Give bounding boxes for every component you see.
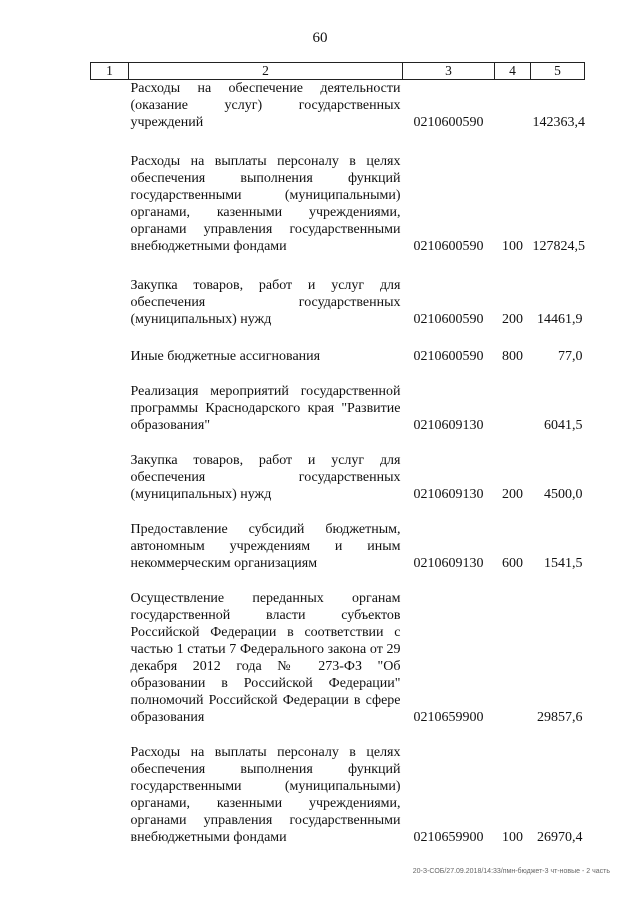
row-gap bbox=[91, 131, 585, 153]
row-target-code: 0210659900 bbox=[413, 830, 484, 845]
row-target-code: 0210600590 bbox=[413, 115, 484, 130]
row-number-cell bbox=[91, 590, 129, 726]
row-target-code: 0210600590 bbox=[413, 349, 484, 364]
row-amount: 127824,5 bbox=[532, 239, 585, 254]
row-amount: 1541,5 bbox=[544, 556, 583, 571]
row-description: Закупка товаров, работ и услуг для обеспечения государственных (муниципальных) нужд bbox=[130, 453, 401, 502]
column-header-3: 3 bbox=[403, 63, 495, 80]
table-row bbox=[91, 383, 585, 434]
row-description: Расходы на выплаты персоналу в целях обеспечения выполнения функций государственными (муниципальными) органами, казенными учреждениями, органами управления государственными внебюджетными фондами bbox=[130, 154, 401, 254]
row-gap bbox=[91, 255, 585, 277]
table-row bbox=[91, 521, 585, 572]
row-expense-type bbox=[495, 383, 531, 434]
row-expense-type: 600 bbox=[502, 556, 523, 571]
column-header-2: 2 bbox=[129, 63, 403, 80]
row-number-cell bbox=[91, 521, 129, 572]
row-number-cell bbox=[91, 744, 129, 846]
header-row bbox=[91, 63, 585, 80]
row-expense-type bbox=[495, 590, 531, 726]
row-description: Расходы на обеспечение деятельности (оказание услуг) государственных учреждений bbox=[130, 81, 401, 130]
table-header bbox=[91, 63, 585, 80]
row-target-code: 0210609130 bbox=[413, 418, 484, 433]
row-amount: 14461,9 bbox=[537, 312, 583, 327]
row-description: Реализация мероприятий государственной программы Краснодарского края "Развитие образования" bbox=[130, 384, 401, 433]
row-number-cell bbox=[91, 80, 129, 132]
row-target-code: 0210609130 bbox=[413, 556, 484, 571]
row-gap bbox=[91, 328, 585, 348]
row-number-cell bbox=[91, 452, 129, 503]
row-amount: 29857,6 bbox=[537, 710, 583, 725]
footer-stamp: 20-З-СОБ/27.09.2018/14:33/пмн-бюджет-3 чт-новые - 2 часть bbox=[412, 868, 610, 875]
column-header-4: 4 bbox=[495, 63, 531, 80]
row-gap bbox=[91, 434, 585, 452]
budget-table bbox=[90, 62, 585, 846]
row-target-code: 0210600590 bbox=[413, 239, 484, 254]
row-gap bbox=[91, 572, 585, 590]
row-number-cell bbox=[91, 277, 129, 328]
column-header-1: 1 bbox=[91, 63, 129, 80]
page-number: 60 bbox=[312, 30, 328, 46]
row-number-cell bbox=[91, 153, 129, 255]
row-expense-type bbox=[495, 80, 531, 132]
row-expense-type: 800 bbox=[502, 349, 523, 364]
table-row bbox=[91, 277, 585, 328]
row-expense-type: 200 bbox=[502, 487, 523, 502]
row-gap bbox=[91, 726, 585, 744]
row-amount: 142363,4 bbox=[532, 115, 585, 130]
row-amount: 77,0 bbox=[558, 349, 583, 364]
row-number-cell bbox=[91, 383, 129, 434]
row-target-code: 0210659900 bbox=[413, 710, 484, 725]
row-expense-type: 100 bbox=[502, 830, 523, 845]
row-gap bbox=[91, 365, 585, 383]
table-row bbox=[91, 590, 585, 726]
table-body bbox=[91, 80, 585, 847]
row-number-cell bbox=[91, 348, 129, 365]
table-row bbox=[91, 452, 585, 503]
row-amount: 26970,4 bbox=[537, 830, 583, 845]
row-amount: 4500,0 bbox=[544, 487, 583, 502]
row-target-code: 0210609130 bbox=[413, 487, 484, 502]
row-target-code: 0210600590 bbox=[413, 312, 484, 327]
row-description: Осуществление переданных органам государственной власти субъектов Российской Федерации в соответствии с частью 1 статьи 7 Федерального закона от 29 декабря 2012 года № 273-ФЗ "Об образовании в Российской Федерации" полномочий Российской Федерации в сфере образования bbox=[130, 591, 401, 725]
table-row bbox=[91, 153, 585, 255]
row-expense-type: 100 bbox=[502, 239, 523, 254]
row-description: Закупка товаров, работ и услуг для обеспечения государственных (муниципальных) нужд bbox=[130, 278, 401, 327]
row-expense-type: 200 bbox=[502, 312, 523, 327]
row-description: Предоставление субсидий бюджетным, автономным учреждениям и иным некоммерческим организациям bbox=[130, 522, 401, 571]
table-row bbox=[91, 80, 585, 132]
column-header-5: 5 bbox=[531, 63, 585, 80]
row-description: Иные бюджетные ассигнования bbox=[130, 349, 321, 364]
row-amount: 6041,5 bbox=[544, 418, 583, 433]
row-gap bbox=[91, 503, 585, 521]
table-row bbox=[91, 348, 585, 365]
table-row bbox=[91, 744, 585, 846]
row-description: Расходы на выплаты персоналу в целях обеспечения выполнения функций государственными (муниципальными) органами, казенными учреждениями, органами управления государственными внебюджетными фондами bbox=[130, 745, 401, 845]
